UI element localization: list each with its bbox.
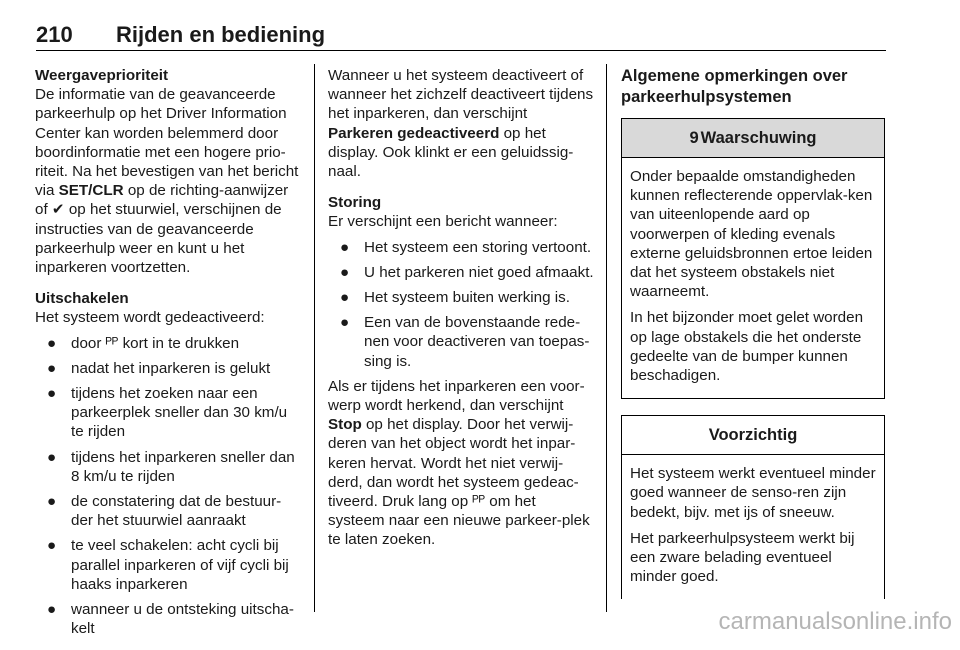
paragraph-text: De informatie van de geavanceerde parkeerhulp op het Driver Information Center kan worden belemmerd door boordinformatie met een hogere prio-riteit. Na het bevestigen van het bericht via: [35, 86, 299, 200]
bullet-icon: ●: [47, 448, 57, 466]
stop-label: Stop: [328, 416, 362, 434]
list-item-text: Het systeem buiten werking is.: [364, 289, 570, 307]
list-item-text: kort in te drukken: [118, 334, 240, 352]
warning-label: Waarschuwing: [700, 129, 817, 147]
column-3: [621, 66, 885, 611]
list-item: [328, 288, 596, 307]
column-2: [328, 66, 596, 562]
paragraph-text: op het display. Ook klinkt er een geluidssig-naal.: [328, 124, 574, 181]
paragraph-text: op de richting-aanwijzer of: [35, 182, 289, 219]
paragraph-text: Er verschijnt een bericht wanneer:: [328, 213, 558, 231]
warning-header: [622, 119, 884, 158]
list-item-text: de constatering dat de bestuur-der het stuurwiel aanraakt: [71, 493, 282, 530]
list-item: [35, 448, 303, 486]
column-1: [35, 66, 303, 650]
paragraph-text: op het stuurwiel, verschijnen de instructies van de geavanceerde parkeerhulp weer en kunt u het inparkeren voortzetten.: [35, 201, 282, 277]
list-item-text: U het parkeren niet goed afmaakt.: [364, 263, 594, 281]
bullet-icon: ●: [340, 238, 350, 256]
warning-box: [621, 118, 885, 399]
section-heading: Uitschakelen: [35, 290, 129, 308]
warning-text: Onder bepaalde omstandigheden kunnen reflecterende oppervlak-ken van uiteenlopende aard op voorwerpen of kleding evenals externe geluidsbronnen ertoe leiden dat het systeem obstakels niet waarneemt.: [630, 168, 873, 301]
watermark: carmanualsonline.info: [718, 608, 952, 635]
caution-text: Het parkeerhulpsysteem werkt bij een zware belading eventueel minder goed.: [630, 529, 855, 586]
caution-body: [622, 455, 884, 599]
park-assist-button-icon: ᴾᴾ: [472, 493, 486, 511]
list-item-text: wanneer u de ontsteking uitscha-kelt: [71, 601, 294, 638]
page-title: Rijden en bediening: [116, 22, 326, 47]
column-divider: [606, 64, 607, 612]
switch-off-section: [35, 289, 303, 327]
paragraph: [328, 66, 596, 181]
list-item: [35, 536, 303, 594]
header-rule: [36, 50, 886, 51]
page-header: [36, 22, 886, 52]
deactivation-list: [35, 334, 303, 639]
list-item: [35, 600, 303, 638]
display-priority-section: [35, 66, 303, 277]
list-item-text: Het systeem een storing vertoont.: [364, 238, 592, 256]
caution-label: Voorzichtig: [708, 426, 798, 445]
list-item: [35, 384, 303, 442]
list-item-text: door: [71, 334, 106, 352]
bullet-icon: ●: [340, 289, 350, 307]
bullet-icon: ●: [47, 493, 57, 511]
fault-list: [328, 238, 596, 371]
caution-header: [622, 416, 884, 455]
fault-section: [328, 193, 596, 231]
list-item-text: Een van de bovenstaande rede-nen voor deactiveren van toepas-sing is.: [364, 314, 590, 370]
display-message-label: Parkeren gedeactiveerd: [328, 124, 500, 142]
bullet-icon: ●: [340, 263, 350, 281]
paragraph-text: Als er tijdens het inparkeren een voor-werp wordt herkend, dan verschijnt: [328, 377, 585, 415]
list-item-text: tijdens het inparkeren sneller dan 8 km/u te rijden: [71, 448, 295, 485]
list-item: [328, 263, 596, 282]
list-item-text: nadat het inparkeren is gelukt: [71, 359, 271, 377]
warning-text: In het bijzonder moet gelet worden op lage obstakels die het onderste gedeelte van de bumper kunnen beschadigen.: [630, 309, 864, 385]
list-item: [328, 313, 596, 371]
column-divider: [314, 64, 315, 612]
paragraph: [328, 377, 596, 550]
section-heading: Storing: [328, 194, 382, 212]
page-number: 210: [36, 22, 73, 47]
paragraph-text: Het systeem wordt gedeactiveerd:: [35, 309, 265, 327]
park-assist-button-icon: ᴾᴾ: [105, 334, 119, 352]
bullet-icon: ●: [47, 537, 57, 555]
paragraph-text: Wanneer u het systeem deactiveert of wanneer het zichzelf deactiveert tijdens het inparkeren, dan verschijnt: [328, 67, 594, 123]
caution-box: [621, 415, 885, 599]
warning-icon: 9: [689, 129, 699, 147]
set-clr-label: SET/CLR: [58, 182, 124, 200]
list-item: [35, 492, 303, 530]
paragraph-text: om het systeem naar een nieuwe parkeer-plek te laten zoeken.: [328, 493, 590, 549]
bullet-icon: ●: [47, 385, 57, 403]
section-title: Algemene opmerkingen over parkeerhulpsystemen: [621, 67, 848, 106]
bullet-icon: ●: [47, 601, 57, 619]
list-item: [328, 238, 596, 257]
list-item: [35, 334, 303, 353]
list-item: [35, 359, 303, 378]
checkmark-icon: ✔: [51, 201, 65, 219]
bullet-icon: ●: [340, 314, 350, 332]
paragraph-text: op het display. Door het verwij-deren van het object wordt het inpar-keren hervat. Wordt het niet verwij-derd, dan wordt het systeem gedeac-tiveerd. Druk lang op: [328, 416, 579, 511]
caution-text: Het systeem werkt eventueel minder goed wanneer de senso-ren zijn bedekt, bijv. met ijs of sneeuw.: [630, 465, 876, 521]
section-heading: Weergaveprioriteit: [35, 67, 169, 84]
list-item-text: te veel schakelen: acht cycli bij parallel inparkeren of vijf cycli bij haaks inparkeren: [71, 537, 289, 593]
bullet-icon: ●: [47, 334, 57, 352]
list-item-text: tijdens het zoeken naar een parkeerplek sneller dan 30 km/u te rijden: [71, 385, 288, 441]
warning-body: [622, 158, 884, 398]
bullet-icon: ●: [47, 359, 57, 377]
